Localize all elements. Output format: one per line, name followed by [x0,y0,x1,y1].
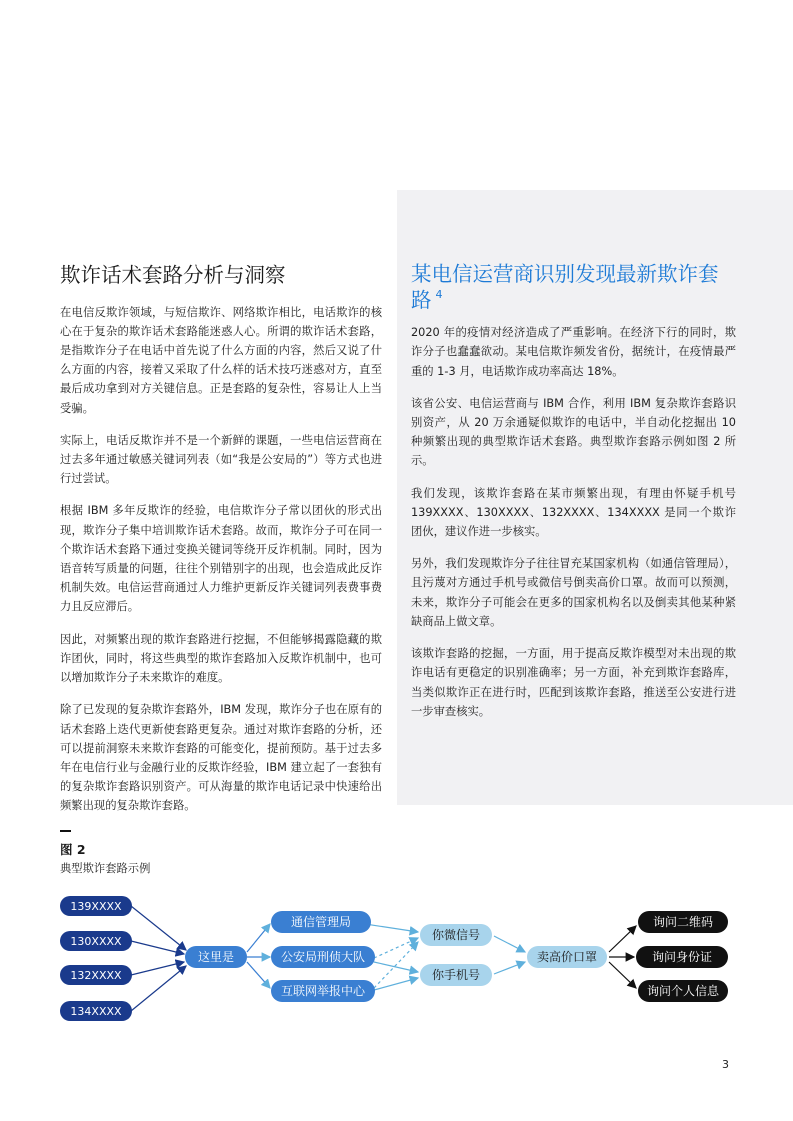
right-paragraph: 我们发现，该欺诈套路在某市频繁出现，有理由怀疑手机号 139XXXX、130XXXX、132XXXX、134XXXX 是同一个欺诈团伙，建议作进一步核实。 [411,486,736,539]
agency-node [271,980,375,1002]
arrow [374,962,418,972]
footnote-ref[interactable]: 4 [435,287,443,301]
ask-node [636,946,728,968]
arrow [131,941,184,954]
sidebar-title-text: 某电信运营商识别发现最新欺诈套路 [411,262,719,312]
phone-node [60,896,132,916]
phone-node [60,1001,132,1021]
ask-node [638,980,728,1002]
svg-text:卖高价口罩: 卖高价口罩 [536,950,598,964]
arrow [609,962,636,988]
arrow [609,926,636,952]
svg-text:通信管理局: 通信管理局 [290,915,352,929]
arrow [247,924,270,952]
svg-text:询问身份证: 询问身份证 [651,950,713,964]
left-paragraph: 实际上，电话反欺诈并不是一个新鲜的课题，一些电信运营商在过去多年通过敏感关键词列表（如“我是公安局的”）等方式也进行过尝试。 [60,433,382,486]
svg-text:互联网举报中心: 互联网举报中心 [280,984,366,998]
left-paragraph: 除了已发现的复杂欺诈套路外，IBM 发现，欺诈分子也在原有的话术套路上迭代更新使套路更复杂。通过对欺诈套路的分析，还可以提前洞察未来欺诈套路的可能变化，提前预防。基于过去多年在电信行业与金融行业的反欺诈经验，IBM 建立起了一套独有的复杂欺诈套路识别资产。可从海量的欺诈电话记录中快速给出频繁出现的复杂欺诈套路。 [60,703,382,813]
right-paragraph: 2020 年的疫情对经济造成了严重影响。在经济下行的同时，欺诈分子也蠢蠢欲动。某电信欺诈频发省份，据统计，在疫情最严重的 1-3 月，电话欺诈成功率高达 18%。 [411,326,736,378]
svg-text:130XXXX: 130XXXX [70,935,122,948]
figure-caption: 典型欺诈套路示例 [60,862,151,875]
figure-dash [60,830,71,832]
arrow [374,942,418,988]
right-paragraph: 该省公安、电信运营商与 IBM 合作，利用 IBM 复杂欺诈套路识别资产，从 20 万余通疑似欺诈的电话中，半自动化挖掘出 10 种频繁出现的典型欺诈话术套路。典型欺诈套路示例如图 2 所示。 [411,396,736,468]
svg-text:139XXXX: 139XXXX [70,900,122,913]
right-paragraph: 该欺诈套路的挖掘，一方面，用于提高反欺诈模型对未出现的欺诈电话有更稳定的识别准确率；另一方面，补充到欺诈套路库，当类似欺诈正在进行时，匹配到该欺诈套路，推送至公安进行进一步审查核实。 [411,647,736,718]
right-column [411,262,736,734]
svg-text:询问个人信息: 询问个人信息 [646,984,720,998]
fraud-pattern-diagram [0,880,793,1040]
center-node [185,946,247,968]
contact-node [420,924,492,946]
arrow [131,962,184,975]
left-paragraph: 因此，对频繁出现的欺诈套路进行挖掘，不但能够揭露隐藏的欺诈团伙，同时，将这些典型的欺诈套路加入反欺诈机制中，也可以增加欺诈分子未来欺诈的难度。 [60,632,382,685]
phone-node [60,931,132,951]
arrow [374,978,418,990]
svg-text:134XXXX: 134XXXX [70,1005,122,1018]
agency-node [271,911,371,933]
arrow [494,936,525,952]
sidebar-title [411,262,736,313]
left-column [60,262,382,829]
ask-node [638,911,728,933]
left-paragraph: 在电信反欺诈领域，与短信欺诈、网络欺诈相比，电话欺诈的核心在于复杂的欺诈话术套路能迷惑人心。所谓的欺诈话术套路，是指欺诈分子在电话中首先说了什么方面的内容，然后又说了什么方面的内容，接着又采取了什么样的话术技巧迷惑对方，直至最后成功拿到对方关键信息。正是套路的复杂性，容易让人上当受骗。 [60,305,382,415]
svg-text:132XXXX: 132XXXX [70,969,122,982]
svg-text:公安局刑侦大队: 公安局刑侦大队 [280,950,366,964]
sell-node [527,946,607,968]
left-paragraph: 根据 IBM 多年反欺诈的经验，电信欺诈分子常以团伙的形式出现，欺诈分子集中培训欺诈话术套路。故而，欺诈分子可在同一个欺诈话术套路下通过变换关键词等绕开反诈机制。同时，因为语音转写质量的问题，往往个别错别字的出现，也会造成此反诈机制失效。电信运营商通过人力维护更新反诈关键词列表费事费力且反应滞后。 [60,504,382,614]
arrow [494,962,525,974]
figure-label: 图 2 [60,842,86,857]
phone-node [60,965,132,985]
arrow [374,938,418,958]
agency-node [271,946,375,968]
page-number: 3 [722,1058,729,1071]
svg-text:你微信号: 你微信号 [431,928,481,942]
svg-text:这里是: 这里是 [197,950,235,964]
svg-text:询问二维码: 询问二维码 [652,915,714,929]
arrow [247,962,270,988]
contact-node [420,964,492,986]
right-paragraph: 另外，我们发现欺诈分子往往冒充某国家机构（如通信管理局），且污蔑对方通过手机号或微信号倒卖高价口罩。故而可以预测，未来，欺诈分子可能会在更多的国家机构名以及倒卖其他某种紧缺商品上做文章。 [411,557,736,628]
svg-text:你手机号: 你手机号 [431,968,481,982]
section-title: 欺诈话术套路分析与洞察 [60,263,286,287]
